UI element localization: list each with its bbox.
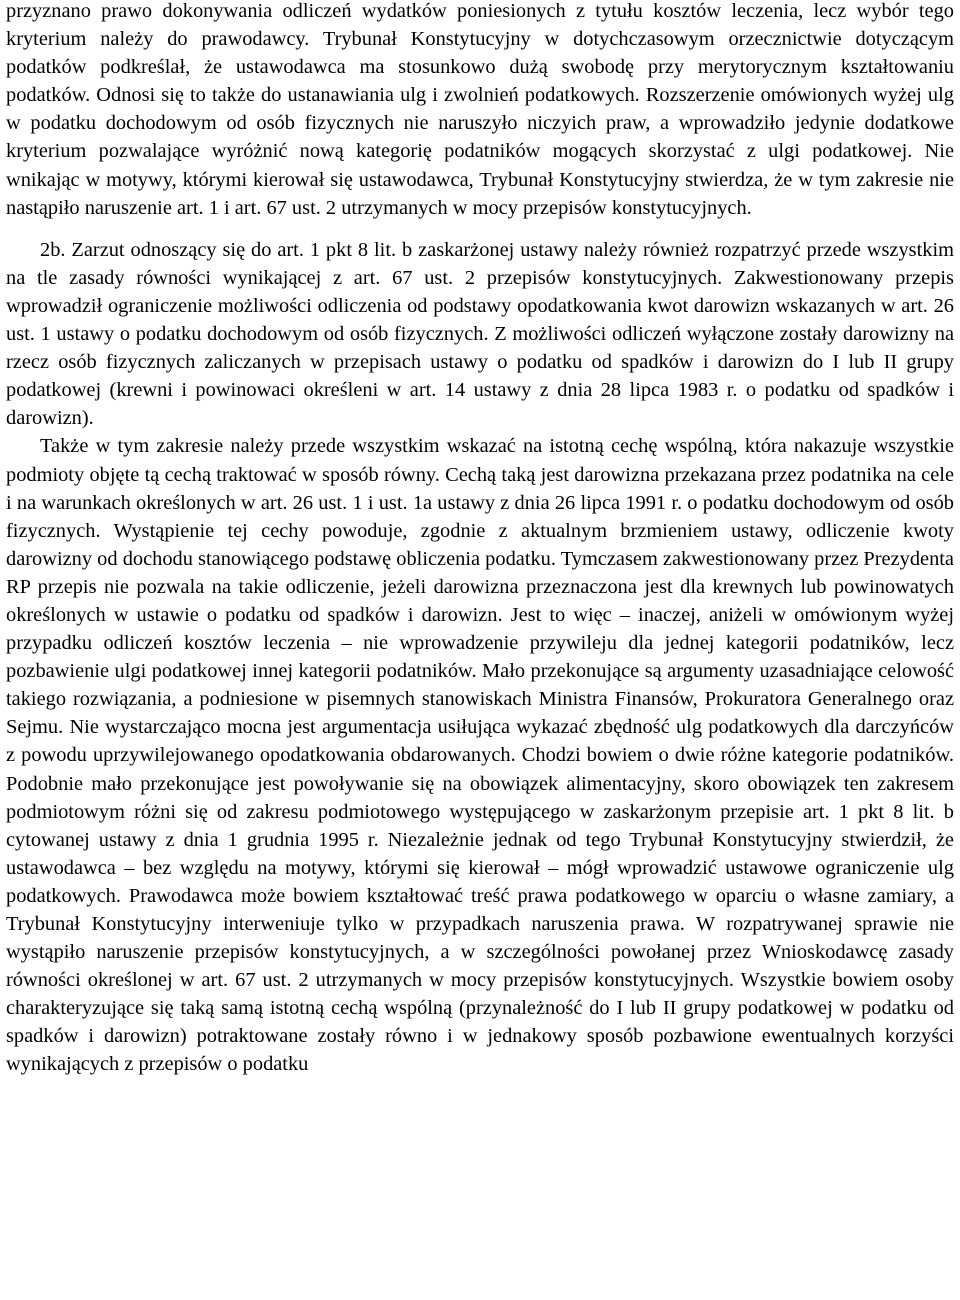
document-page: [6, 0, 954, 1079]
paragraph-continuation: przyznano prawo dokonywania odliczeń wydatków poniesionych z tytułu kosztów leczenia, lecz wybór tego kryterium należy do prawodawcy. Trybunał Konstytucyjny w dotychczasowym orzecznictwie dotyczącym podatków podkreślał, że ustawodawca ma stosunkowo dużą swobodę przy merytorycznym kształtowaniu podatków. Odnosi się to także do ustanawiania ulg i zwolnień podatkowych. Rozszerzenie omówionych wyżej ulg w podatku dochodowym od osób fizycznych nie naruszyło niczyich praw, a wprowadziło jedynie dodatkowe kryterium pozwalające wyróżnić nową kategorię podatników mogących skorzystać z ulgi podatkowej. Nie wnikając w motywy, którymi kierował się ustawodawca, Trybunał Konstytucyjny stwierdza, że w tym zakresie nie nastąpiło naruszenie art. 1 i art. 67 ust. 2 utrzymanych w mocy przepisów konstytucyjnych.: [6, 0, 954, 219]
paragraph-equality: Także w tym zakresie należy przede wszystkim wskazać na istotną cechę wspólną, która nakazuje wszystkie podmioty objęte tą cechą traktować w sposób równy. Cechą taką jest darowizna przekazana przez podatnika na cele i na warunkach określonych w art. 26 ust. 1 i ust. 1a ustawy z dnia 26 lipca 1991 r. o podatku dochodowym od osób fizycznych. Wystąpienie tej cechy powoduje, zgodnie z aktualnym brzmieniem ustawy, odliczenie kwoty darowizny od dochodu stanowiącego podstawę obliczenia podatku. Tymczasem zakwestionowany przez Prezydenta RP przepis nie pozwala na takie odliczenie, jeżeli darowizna przeznaczona jest dla krewnych lub powinowatych określonych w ustawie o podatku od spadków i darowizn. Jest to więc – inaczej, aniżeli w omówionym wyżej przypadku odliczeń kosztów leczenia – nie wprowadzenie przywileju dla jednej kategorii podatników, lecz pozbawienie ulgi podatkowej innej kategorii podatników. Mało przekonujące są argumenty uzasadniające celowość takiego rozwiązania, a podniesione w pisemnych stanowiskach Ministra Finansów, Prokuratora Generalnego oraz Sejmu. Nie wystarczająco mocna jest argumentacja usiłująca wykazać zbędność ulg podatkowych dla darczyńców z powodu uprzywilejowanego opodatkowania obdarowanych. Chodzi bowiem o dwie różne kategorie podatników. Podobnie mało przekonujące jest powoływanie się na obowiązek alimentacyjny, skoro obowiązek ten zakresem podmiotowym różni się od zakresu podmiotowego występującego w zaskarżonym przepisie art. 1 pkt 8 lit. b cytowanej ustawy z dnia 1 grudnia 1995 r. Niezależnie jednak od tego Trybunał Konstytucyjny stwierdził, że ustawodawca – bez względu na motywy, którymi się kierował – mógł wprowadzić ustawowe ograniczenie ulg podatkowych. Prawodawca może bowiem kształtować treść prawa podatkowego w oparciu o własne zamiary, a Trybunał Konstytucyjny interweniuje tylko w przypadkach naruszenia prawa. W rozpatrywanej sprawie nie wystąpiło naruszenie przepisów konstytucyjnych, a w szczególności powołanej przez Wnioskodawcę zasady równości określonej w art. 67 ust. 2 utrzymanych w mocy przepisów konstytucyjnych. Wszystkie bowiem osoby charakteryzujące się taką samą istotną cechą wspólną (przynależność do I lub II grupy podatkowej w podatku od spadków i darowizn) potraktowane zostały równo i w jednakowy sposób pozbawione ewentualnych korzyści wynikających z przepisów o podatku: [6, 435, 954, 1076]
paragraph-2b: 2b. Zarzut odnoszący się do art. 1 pkt 8 lit. b zaskarżonej ustawy należy również rozpatrzyć przede wszystkim na tle zasady równości wynikającej z art. 67 ust. 2 przepisów konstytucyjnych. Zakwestionowany przepis wprowadził ograniczenie możliwości odliczenia od podstawy opodatkowania kwot darowizn wskazanych w art. 26 ust. 1 ustawy o podatku dochodowym od osób fizycznych. Z możliwości odliczeń wyłączone zostały darowizny na rzecz osób fizycznych zaliczanych w przepisach ustawy o podatku od spadków i darowizn do I lub II grupy podatkowej (krewni i powinowaci określeni w art. 14 ustawy z dnia 28 lipca 1983 r. o podatku od spadków i darowizn).: [6, 238, 954, 430]
